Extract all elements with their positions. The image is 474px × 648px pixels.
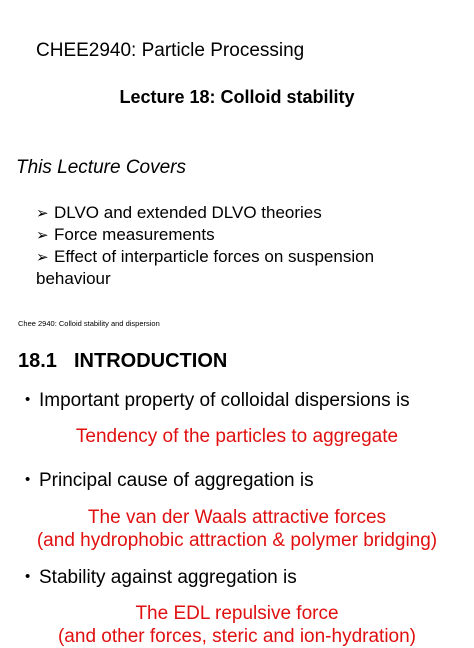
- dot-bullet-icon: •: [25, 568, 31, 585]
- emphasis-line: The EDL repulsive force: [135, 603, 339, 624]
- emphasis-line: (and hydrophobic attraction & polymer bridging): [36, 530, 438, 551]
- dot-bullet-icon: •: [25, 471, 31, 488]
- covers-bullet-text: Force measurements: [54, 225, 215, 244]
- covers-bullet-list: [36, 202, 456, 289]
- intro-bullet: [25, 390, 410, 412]
- slide-footer: Chee 2940: Colloid stability and dispersion: [18, 319, 160, 328]
- arrow-bullet-icon: ➢: [36, 205, 49, 222]
- covers-bullet: [36, 246, 456, 268]
- covers-heading: This Lecture Covers: [16, 157, 187, 178]
- section-number: 18.1: [18, 350, 57, 372]
- intro-bullet: [25, 567, 297, 589]
- intro-bullet-text: Principal cause of aggregation is: [39, 470, 314, 491]
- covers-bullet-continuation: behaviour: [36, 269, 111, 288]
- emphasis-line: Tendency of the particles to aggregate: [75, 426, 399, 447]
- emphasis-line: The van der Waals attractive forces: [87, 507, 387, 528]
- dot-bullet-icon: •: [25, 391, 31, 408]
- covers-bullet-text: DLVO and extended DLVO theories: [54, 203, 322, 222]
- covers-bullet: [36, 224, 456, 246]
- section-heading: [18, 350, 227, 373]
- arrow-bullet-icon: ➢: [36, 249, 49, 266]
- intro-bullet: [25, 470, 314, 492]
- section-title: INTRODUCTION: [74, 350, 228, 372]
- arrow-bullet-icon: ➢: [36, 227, 49, 244]
- emphasis-line-cut-off: (and other forces, steric and ion-hydration): [57, 626, 416, 647]
- lecture-title: Lecture 18: Colloid stability: [119, 87, 355, 107]
- course-title: CHEE2940: Particle Processing: [36, 40, 305, 61]
- intro-bullet-text: Stability against aggregation is: [39, 567, 297, 588]
- covers-bullet: [36, 202, 456, 224]
- covers-bullet-text: Effect of interparticle forces on suspension: [54, 247, 375, 266]
- intro-bullet-text: Important property of colloidal dispersions is: [39, 390, 410, 411]
